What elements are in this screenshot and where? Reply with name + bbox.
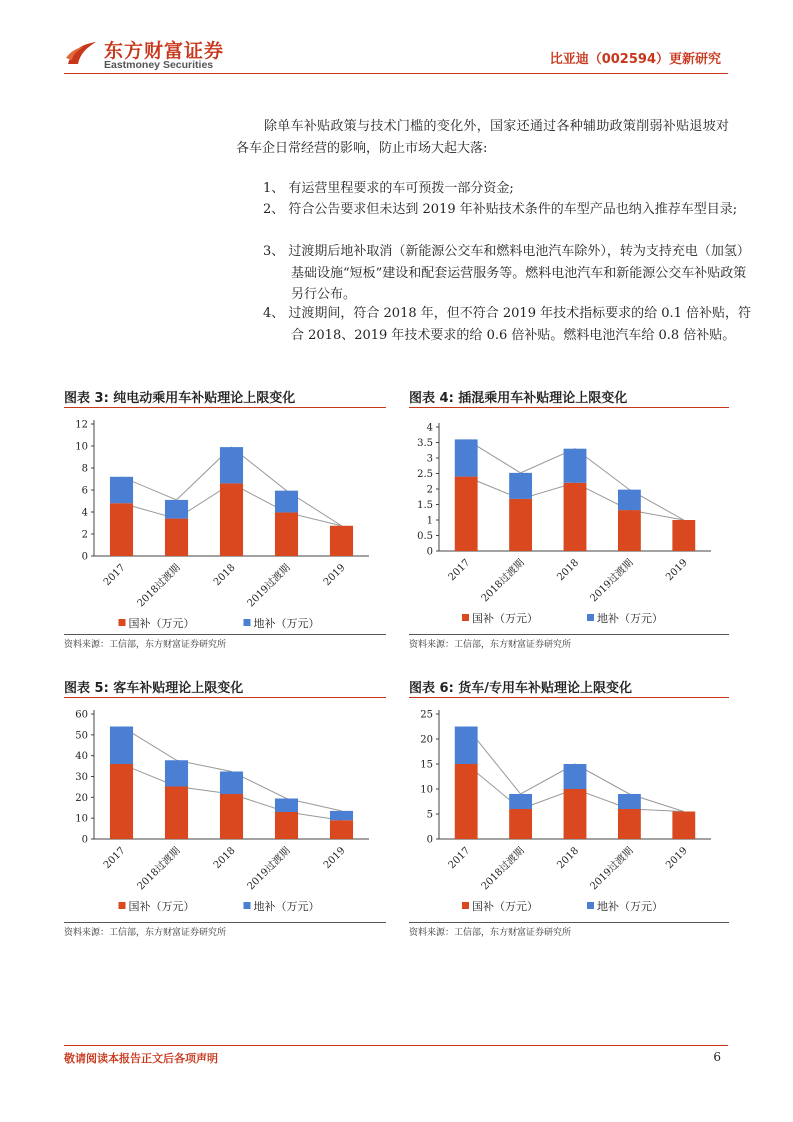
bar-national [564,789,587,839]
list-item-1: 1、 有运营里程要求的车可预拨一部分资金; [263,181,514,196]
legend-national-label: 国补（万元） [128,900,195,913]
y-tick-label: 15 [420,759,433,771]
y-tick-label: 3 [426,453,433,465]
y-tick-label: 4 [81,507,88,519]
list-item-4: 4、 过渡期间，符合 2018 年，但不符合 2019 年技术指标要求的给 0.1 倍补贴，符合 2018、2019 年技术要求的给 0.6 倍补贴。燃料电池汽车给 0.8 倍补贴。 [263,306,752,343]
bar-local [220,447,243,483]
figure-4-chart [409,411,731,633]
bar-national [275,812,298,839]
legend-local-swatch [587,614,594,621]
y-tick-label: 6 [81,485,88,497]
bar-local [165,760,188,786]
figure-6-source-rule [409,922,729,923]
figure-3-chart [64,411,389,633]
page-number: 6 [713,1050,721,1064]
y-tick-label: 2.5 [417,469,433,480]
y-tick-label: 0 [81,834,88,846]
y-tick-label: 12 [75,419,88,431]
header-divider [64,73,728,74]
bar-local [618,794,641,809]
x-tick-label: 2017 [446,557,473,584]
figure-6-source: 资料来源：工信部，东方财富证券研究所 [409,928,572,938]
figure-4-source: 资料来源：工信部，东方财富证券研究所 [409,640,572,650]
legend-national-label: 国补（万元） [472,612,538,625]
bar-national [330,820,353,839]
bar-national [618,809,641,839]
y-tick-label: 1.5 [417,500,433,511]
figure-5-rule [64,697,386,698]
bar-local [275,799,298,813]
x-tick-label: 2019 [664,557,690,584]
x-tick-label: 2018 [555,845,582,872]
bar-national [275,512,298,556]
x-tick-label: 2019过渡期 [588,845,636,893]
company-logo [64,36,234,76]
legend-national-label: 国补（万元） [472,900,538,913]
x-tick-label: 2018 [555,557,582,584]
legend-local-label: 地补（万元） [253,617,320,630]
x-tick-label: 2018 [211,562,238,589]
bar-local [275,491,298,513]
list-item-3: 3、 过渡期后地补取消（新能源公交车和燃料电池汽车除外），转为支持充电（加氢）基础设施“短板”建设和配套运营服务等。燃料电池汽车和新能源公交车补贴政策另行公布。 [263,244,750,302]
y-tick-label: 50 [75,730,88,742]
y-tick-label: 8 [81,463,88,475]
y-tick-label: 3.5 [417,438,433,449]
bar-national [165,519,188,556]
figure-3-source: 资料来源：工信部，东方财富证券研究所 [64,640,227,650]
bar-national [672,812,695,840]
x-tick-label: 2018过渡期 [479,557,527,605]
y-tick-label: 4 [426,422,433,434]
y-tick-label: 10 [75,813,88,825]
figure-5-title: 图表 5: 客车补贴理论上限变化 [64,681,244,696]
y-tick-label: 1 [426,515,433,527]
bar-national [509,809,532,839]
bar-local [564,449,587,483]
bar-national [220,483,243,556]
x-tick-label: 2019过渡期 [588,557,636,605]
bar-local [618,490,641,510]
x-tick-label: 2018 [211,845,238,872]
legend-national-swatch [119,619,126,626]
y-tick-label: 20 [420,734,433,746]
legend-local-swatch [244,619,251,626]
x-tick-label: 2018过渡期 [135,562,183,610]
figure-6-chart [409,701,731,921]
bar-local [455,439,478,476]
bar-national [110,503,133,556]
legend-national-swatch [462,614,469,621]
legend-national-label: 国补（万元） [128,617,195,630]
report-title: 比亚迪（002594）更新研究 [549,52,721,67]
bar-local [509,473,532,499]
x-tick-label: 2017 [446,845,473,872]
bar-local [110,477,133,503]
x-tick-label: 2019过渡期 [245,845,293,893]
legend-local-label: 地补（万元） [597,612,663,625]
figure-6-title: 图表 6: 货车/专用车补贴理论上限变化 [409,681,633,696]
intro-paragraph: 除单车补贴政策与技术门槛的变化外，国家还通过各种辅助政策削弱补贴退坡对各车企日常经营的影响，防止市场大起大落: [236,119,729,156]
bar-national [220,794,243,839]
bar-national [564,483,587,551]
x-tick-label: 2019 [321,845,348,872]
y-tick-label: 10 [75,441,88,453]
y-tick-label: 40 [75,751,88,763]
bar-national [455,477,478,551]
figure-6-rule [409,697,729,698]
logo-mark-icon [64,38,100,68]
bar-local [220,772,243,795]
figure-4-source-rule [409,634,729,635]
y-tick-label: 20 [75,792,88,804]
logo-cn: 东方财富证券 [104,40,225,62]
y-tick-label: 0.5 [417,531,433,542]
figure-3-title: 图表 3: 纯电动乘用车补贴理论上限变化 [64,391,296,406]
figure-3-source-rule [64,634,386,635]
bar-local [455,727,478,765]
figure-5-source-rule [64,922,386,923]
x-tick-label: 2017 [101,562,128,589]
legend-local-swatch [587,902,594,909]
y-tick-label: 10 [420,784,433,796]
x-tick-label: 2017 [101,845,128,872]
legend-local-swatch [244,902,251,909]
figure-3-rule [64,407,386,408]
figure-5-source: 资料来源：工信部，东方财富证券研究所 [64,928,227,938]
bar-local [165,500,188,519]
legend-national-swatch [462,902,469,909]
list-item-2: 2、 符合公告要求但未达到 2019 年补贴技术条件的车型产品也纳入推荐车型目录; [263,202,738,217]
bar-national [672,520,695,551]
bar-local [330,811,353,820]
footer-divider [64,1045,728,1046]
x-tick-label: 2019过渡期 [245,562,293,610]
y-tick-label: 0 [426,546,433,558]
y-tick-label: 2 [426,484,433,496]
bar-local [564,764,587,789]
legend-local-label: 地补（万元） [253,900,320,913]
y-tick-label: 0 [426,834,433,846]
bar-national [165,787,188,840]
legend-local-label: 地补（万元） [597,900,663,913]
bar-national [330,526,353,556]
x-tick-label: 2018过渡期 [479,845,527,893]
x-tick-label: 2019 [321,562,348,589]
figure-4-title: 图表 4: 插混乘用车补贴理论上限变化 [409,391,628,406]
bar-national [618,510,641,551]
legend-national-swatch [119,902,126,909]
figure-5-chart [64,701,389,921]
y-tick-label: 60 [75,709,88,721]
x-tick-label: 2019 [664,845,690,872]
disclaimer-note: 敬请阅读本报告正文后各项声明 [64,1052,218,1065]
figure-4-rule [409,407,729,408]
bar-local [509,794,532,809]
bar-national [455,764,478,839]
x-tick-label: 2018过渡期 [135,845,183,893]
bar-national [509,499,532,551]
bar-local [110,727,133,765]
bar-national [110,764,133,839]
logo-en: Eastmoney Securities [104,59,214,71]
y-tick-label: 0 [81,551,88,563]
y-tick-label: 25 [420,709,433,721]
y-tick-label: 30 [75,772,88,783]
y-tick-label: 2 [81,529,88,541]
y-tick-label: 5 [426,809,433,821]
